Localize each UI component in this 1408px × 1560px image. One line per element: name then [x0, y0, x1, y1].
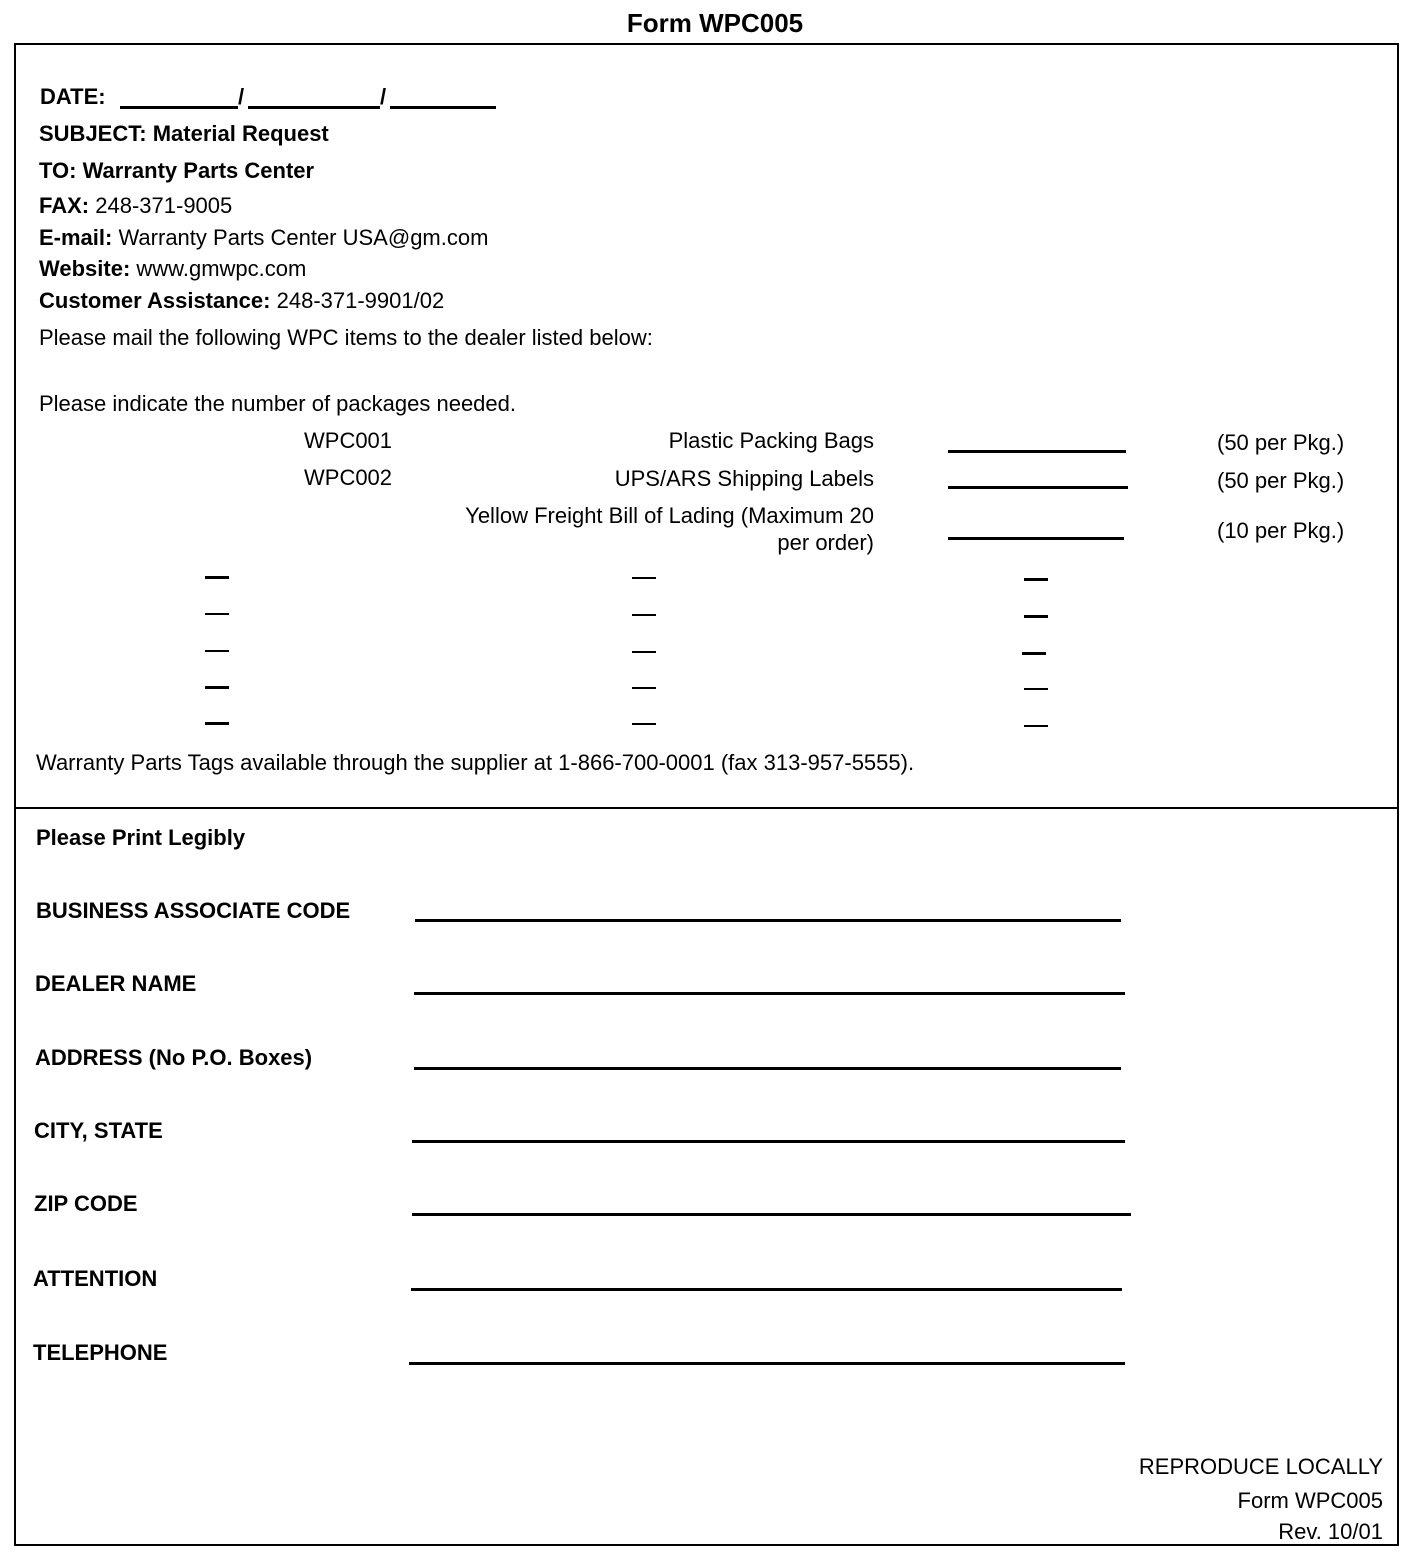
business-associate-code-field[interactable] — [415, 919, 1121, 922]
email-label: E-mail: — [39, 225, 113, 250]
attention-field[interactable] — [411, 1288, 1122, 1291]
date-label: DATE: — [40, 84, 106, 109]
assistance-label: Customer Assistance: — [39, 288, 271, 313]
item-qty-per-pkg: (50 per Pkg.) — [1217, 468, 1345, 493]
attention-label: ATTENTION — [33, 1266, 158, 1291]
zip-code-field[interactable] — [412, 1213, 1131, 1216]
item-qty-per-pkg: (50 per Pkg.) — [1217, 430, 1345, 455]
assistance-value: 248-371-9901/02 — [276, 288, 445, 313]
footer-form-number: Form WPC005 — [1237, 1488, 1383, 1513]
item-description-continued: per order) — [777, 530, 874, 555]
email-line — [39, 225, 488, 251]
to-line — [39, 158, 314, 184]
form-title: Form WPC005 — [626, 8, 804, 38]
package-instruction: Please indicate the number of packages needed. — [39, 391, 516, 416]
item-quantity-field[interactable] — [948, 450, 1126, 453]
to-label: TO: — [39, 158, 77, 183]
print-legibly-heading: Please Print Legibly — [36, 825, 246, 850]
telephone-field[interactable] — [409, 1362, 1125, 1365]
blank-description-dash[interactable] — [632, 614, 656, 616]
assistance-line — [39, 288, 444, 314]
item-description: Yellow Freight Bill of Lading (Maximum 20 — [465, 503, 874, 528]
blank-description-dash[interactable] — [632, 687, 656, 689]
subject-line — [39, 121, 329, 147]
city-state-field[interactable] — [412, 1140, 1125, 1143]
website-value: www.gmwpc.com — [136, 256, 307, 281]
blank-description-dash[interactable] — [632, 723, 656, 725]
date-month-field[interactable] — [120, 106, 238, 109]
blank-quantity-dash[interactable] — [1024, 725, 1048, 727]
item-description: Plastic Packing Bags — [668, 428, 874, 453]
date-day-field[interactable] — [248, 106, 380, 109]
fax-line — [39, 193, 232, 219]
tags-note: Warranty Parts Tags available through the supplier at 1-866-700-0001 (fax 313-957-5555). — [36, 750, 915, 775]
fax-value: 248-371-9005 — [95, 193, 233, 218]
item-quantity-field[interactable] — [948, 486, 1128, 489]
address-field[interactable] — [414, 1067, 1121, 1070]
item-code: WPC001 — [304, 428, 393, 453]
blank-code-dash[interactable] — [205, 613, 229, 615]
blank-code-dash[interactable] — [205, 650, 229, 652]
blank-code-dash[interactable] — [205, 722, 229, 725]
telephone-label: TELEPHONE — [33, 1340, 168, 1365]
revision-date: Rev. 10/01 — [1278, 1519, 1383, 1544]
address-label: ADDRESS (No P.O. Boxes) — [35, 1045, 313, 1070]
reproduce-locally-note: REPRODUCE LOCALLY — [1138, 1454, 1383, 1479]
date-separator: / — [238, 84, 245, 109]
blank-description-dash[interactable] — [632, 651, 656, 653]
website-label: Website: — [39, 256, 131, 281]
blank-description-dash[interactable] — [632, 577, 656, 579]
subject-value: Material Request — [152, 121, 329, 146]
zip-code-label: ZIP CODE — [34, 1191, 138, 1216]
item-qty-per-pkg: (10 per Pkg.) — [1217, 518, 1345, 543]
dealer-name-field[interactable] — [414, 992, 1125, 995]
blank-quantity-dash[interactable] — [1024, 578, 1048, 581]
blank-code-dash[interactable] — [205, 686, 229, 689]
date-year-field[interactable] — [390, 106, 496, 109]
section-divider — [14, 807, 1399, 809]
item-description: UPS/ARS Shipping Labels — [614, 466, 874, 491]
blank-quantity-dash[interactable] — [1024, 688, 1048, 690]
city-state-label: CITY, STATE — [34, 1118, 163, 1143]
blank-quantity-dash[interactable] — [1022, 652, 1046, 655]
blank-quantity-dash[interactable] — [1024, 615, 1048, 618]
subject-label: SUBJECT: — [39, 121, 147, 146]
website-line — [39, 256, 306, 282]
fax-label: FAX: — [39, 193, 90, 218]
to-value: Warranty Parts Center — [82, 158, 315, 183]
email-value: Warranty Parts Center USA@gm.com — [118, 225, 489, 250]
item-quantity-field[interactable] — [948, 537, 1124, 540]
business-associate-code-label: BUSINESS ASSOCIATE CODE — [36, 898, 351, 923]
item-code: WPC002 — [304, 465, 393, 490]
dealer-name-label: DEALER NAME — [35, 971, 197, 996]
blank-code-dash[interactable] — [205, 576, 229, 579]
date-separator: / — [380, 84, 387, 109]
mail-instruction: Please mail the following WPC items to the dealer listed below: — [39, 325, 653, 350]
